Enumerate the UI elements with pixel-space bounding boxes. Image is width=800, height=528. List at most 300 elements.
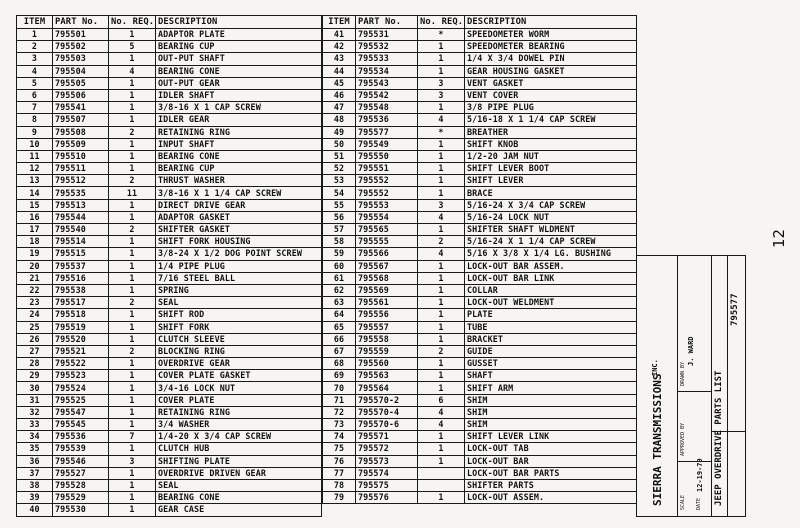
approved-by-label: APPROVED BY [680,422,686,456]
table-row [17,455,322,467]
item-number: 58 [323,236,356,248]
table-row [17,479,322,491]
item-number: 52 [323,163,356,175]
date-value: 12-19-79 [696,458,704,492]
item-number: 67 [323,345,356,357]
table-row [17,150,322,162]
item-number: 28 [17,358,53,370]
part-number: 795547 [53,406,109,418]
part-number: 795536 [53,431,109,443]
quantity: 4 [418,406,465,418]
table-row [323,89,637,101]
description: SHIFT KNOB [465,138,637,150]
table-row [323,492,637,504]
part-number: 795505 [53,77,109,89]
part-number: 795561 [356,297,418,309]
item-number: 63 [323,297,356,309]
item-number: 40 [17,504,53,516]
item-number: 33 [17,419,53,431]
item-number: 27 [17,345,53,357]
item-number: 11 [17,150,53,162]
table-row [17,138,322,150]
quantity: 1 [109,394,156,406]
table-row [17,431,322,443]
quantity: 2 [109,345,156,357]
description: RETAINING RING [156,126,322,138]
description: 1/4-20 X 3/4 CAP SCREW [156,431,322,443]
item-number: 43 [323,53,356,65]
part-number: 795504 [53,65,109,77]
item-number: 24 [17,309,53,321]
part-number: 795539 [53,443,109,455]
table-row [17,284,322,296]
part-number: 795556 [356,309,418,321]
quantity: 3 [418,199,465,211]
quantity: 1 [109,309,156,321]
part-number: 795574 [356,467,418,479]
item-number: 72 [323,406,356,418]
table-row [17,224,322,236]
description: PLATE [465,309,637,321]
quantity: 1 [418,224,465,236]
quantity: 1 [109,211,156,223]
table-row [17,443,322,455]
part-number: 795530 [53,504,109,516]
quantity: 2 [418,236,465,248]
description: SHIFT LEVER LINK [465,431,637,443]
item-number: 44 [323,65,356,77]
description: SHIM [465,394,637,406]
description: 3/8-24 X 1/2 DOG POINT SCREW [156,248,322,260]
table-row [17,102,322,114]
part-number: 795509 [53,138,109,150]
description: 5/16-24 X 1 1/4 CAP SCREW [465,236,637,248]
description: SHIFT ARM [465,382,637,394]
part-number: 795570-6 [356,419,418,431]
quantity: 1 [418,163,465,175]
part-number: 795525 [53,394,109,406]
drawn-by-value: J. WARD [687,336,695,366]
quantity: 1 [109,248,156,260]
quantity: 1 [109,199,156,211]
part-number: 795543 [356,77,418,89]
description: GEAR HOUSING GASKET [465,65,637,77]
quantity: 1 [109,492,156,504]
table-row [323,467,637,479]
description: SHIFT ROD [156,309,322,321]
quantity: 1 [109,260,156,272]
description: BEARING CUP [156,163,322,175]
item-number: 6 [17,89,53,101]
table-row [17,345,322,357]
table-row [17,126,322,138]
item-number: 61 [323,272,356,284]
description: BEARING CONE [156,492,322,504]
description: SHIFTER PARTS [465,479,637,491]
quantity: 1 [109,138,156,150]
part-number: 795516 [53,272,109,284]
part-number: 795519 [53,321,109,333]
table-row [17,260,322,272]
table-row [17,248,322,260]
item-number: 9 [17,126,53,138]
quantity: 1 [418,443,465,455]
table-row [323,321,637,333]
item-number: 47 [323,102,356,114]
item-number: 59 [323,248,356,260]
table-row [323,150,637,162]
table-row [323,260,637,272]
quantity [418,467,465,479]
table-row [17,163,322,175]
part-number: 795564 [356,382,418,394]
part-number: 795573 [356,455,418,467]
item-number: 19 [17,248,53,260]
quantity: 2 [109,175,156,187]
quantity: * [418,126,465,138]
quantity: 1 [109,467,156,479]
description: IDLER GEAR [156,114,322,126]
table-row [17,382,322,394]
table-row [17,236,322,248]
part-number: 795549 [356,138,418,150]
item-number: 7 [17,102,53,114]
table-row [323,479,637,491]
table-row [17,504,322,516]
quantity: 1 [418,309,465,321]
quantity: 1 [418,321,465,333]
description: 3/8-16 X 1 1/4 CAP SCREW [156,187,322,199]
description: 5/16-24 LOCK NUT [465,211,637,223]
table-row [323,236,637,248]
part-number: 795510 [53,150,109,162]
part-number: 795570-4 [356,406,418,418]
table-row [17,309,322,321]
table-row [323,102,637,114]
part-number: 795570-2 [356,394,418,406]
part-number: 795548 [356,102,418,114]
part-number: 795538 [53,284,109,296]
item-number: 41 [323,29,356,41]
table-row [323,175,637,187]
table-row [17,492,322,504]
item-number: 51 [323,150,356,162]
drawing-number: 795577 [730,293,740,326]
table-row [323,345,637,357]
description: 1/4 PIPE PLUG [156,260,322,272]
part-number: 795533 [356,53,418,65]
part-number: 795550 [356,150,418,162]
quantity: 4 [418,114,465,126]
description: BREATHER [465,126,637,138]
description: GUSSET [465,358,637,370]
part-number: 795518 [53,309,109,321]
quantity: 1 [418,272,465,284]
part-number: 795566 [356,248,418,260]
table-row [323,284,637,296]
quantity: 1 [418,358,465,370]
item-number: 69 [323,370,356,382]
description: ADAPTOR GASKET [156,211,322,223]
table-row [323,29,637,41]
part-number: 795552 [356,187,418,199]
item-number: 78 [323,479,356,491]
description: BEARING CUP [156,41,322,53]
quantity: 5 [109,41,156,53]
table-row [17,406,322,418]
table-row [323,41,637,53]
parts-table-left [16,15,322,517]
table-row [323,114,637,126]
part-number: 795535 [53,187,109,199]
quantity: 1 [109,272,156,284]
company-suffix: INC. [651,359,659,376]
part-number: 795520 [53,333,109,345]
table-row [17,211,322,223]
part-number: 795557 [356,321,418,333]
quantity: 1 [418,175,465,187]
quantity: 1 [418,431,465,443]
quantity: 1 [418,187,465,199]
description: SHIFTER SHAFT WLDMENT [465,224,637,236]
description: SPRING [156,284,322,296]
item-number: 23 [17,297,53,309]
item-number: 77 [323,467,356,479]
item-number: 22 [17,284,53,296]
item-number: 32 [17,406,53,418]
part-number: 795560 [356,358,418,370]
table-row [323,126,637,138]
table-row [323,65,637,77]
description: SHAFT [465,370,637,382]
table-row [17,394,322,406]
description: ADAPTOR PLATE [156,29,322,41]
description: LOCK-OUT BAR LINK [465,272,637,284]
quantity: 1 [418,382,465,394]
item-number: 74 [323,431,356,443]
description: SEAL [156,297,322,309]
item-number: 54 [323,187,356,199]
quantity: 1 [109,479,156,491]
description: 5/16 X 3/8 X 1/4 LG. BUSHING [465,248,637,260]
part-number: 795568 [356,272,418,284]
item-number: 36 [17,455,53,467]
table-row [323,431,637,443]
part-number: 795542 [356,89,418,101]
quantity: 1 [109,102,156,114]
table-row [323,248,637,260]
quantity: 11 [109,187,156,199]
item-number: 75 [323,443,356,455]
quantity: 1 [109,370,156,382]
part-number: 795511 [53,163,109,175]
header-item: ITEM [323,16,356,29]
description: 5/16-18 X 1 1/4 CAP SCREW [465,114,637,126]
description: 3/4-16 LOCK NUT [156,382,322,394]
description: SHIFTING PLATE [156,455,322,467]
quantity: 1 [109,333,156,345]
description: GEAR CASE [156,504,322,516]
table-row [323,370,637,382]
table-row [17,187,322,199]
item-number: 79 [323,492,356,504]
item-number: 20 [17,260,53,272]
table-row [323,443,637,455]
description: 3/8 PIPE PLUG [465,102,637,114]
table-row [17,321,322,333]
description: THRUST WASHER [156,175,322,187]
part-number: 795523 [53,370,109,382]
part-number: 795521 [53,345,109,357]
part-number: 795503 [53,53,109,65]
quantity: 1 [109,77,156,89]
description: INPUT SHAFT [156,138,322,150]
part-number: 795553 [356,199,418,211]
quantity: 4 [418,211,465,223]
table-row [17,297,322,309]
description: 7/16 STEEL BALL [156,272,322,284]
quantity: 1 [418,297,465,309]
description: OVERDRIVE DRIVEN GEAR [156,467,322,479]
description: GUIDE [465,345,637,357]
quantity: 1 [418,370,465,382]
quantity: 1 [109,419,156,431]
table-row [17,272,322,284]
company-name: SIERRA TRANSMISSIONS [651,373,664,506]
part-number: 795517 [53,297,109,309]
item-number: 49 [323,126,356,138]
part-number: 795567 [356,260,418,272]
item-number: 60 [323,260,356,272]
description: LOCK-OUT WELDMENT [465,297,637,309]
description: DIRECT DRIVE GEAR [156,199,322,211]
quantity: 1 [418,455,465,467]
table-row [17,467,322,479]
part-number: 795534 [356,65,418,77]
part-number: 795558 [356,333,418,345]
part-number: 795501 [53,29,109,41]
quantity: 2 [109,224,156,236]
table-row [323,394,637,406]
description: OVERDRIVE GEAR [156,358,322,370]
item-number: 31 [17,394,53,406]
part-number: 795531 [356,29,418,41]
quantity: 1 [109,114,156,126]
part-number: 795522 [53,358,109,370]
table-row [323,297,637,309]
quantity: 1 [109,504,156,516]
quantity: 1 [109,89,156,101]
part-number: 795555 [356,236,418,248]
table-row [17,114,322,126]
part-number: 795532 [356,41,418,53]
description: OUT-PUT SHAFT [156,53,322,65]
part-number: 795551 [356,163,418,175]
item-number: 76 [323,455,356,467]
description: LOCK-OUT BAR PARTS [465,467,637,479]
quantity: 1 [418,138,465,150]
item-number: 73 [323,419,356,431]
description: TUBE [465,321,637,333]
item-number: 26 [17,333,53,345]
description: 1/2-20 JAM NUT [465,150,637,162]
quantity: 1 [109,53,156,65]
part-number: 795572 [356,443,418,455]
quantity: 1 [109,236,156,248]
table-row [17,41,322,53]
item-number: 3 [17,53,53,65]
quantity: 2 [109,297,156,309]
table-row [17,370,322,382]
table-row [323,309,637,321]
parts-table-right [322,15,637,504]
item-number: 48 [323,114,356,126]
table-row [323,77,637,89]
table-row [17,89,322,101]
item-number: 30 [17,382,53,394]
part-number: 795515 [53,248,109,260]
quantity: 1 [109,358,156,370]
item-number: 34 [17,431,53,443]
description: LOCK-OUT BAR ASSEM. [465,260,637,272]
item-number: 71 [323,394,356,406]
item-number: 39 [17,492,53,504]
table-row [17,199,322,211]
description: BLOCKING RING [156,345,322,357]
header-part-no: PART No. [53,16,109,29]
description: LOCK-OUT BAR [465,455,637,467]
description: COVER PLATE [156,394,322,406]
part-number: 795546 [53,455,109,467]
header-part-no: PART No. [356,16,418,29]
description: 5/16-24 X 3/4 CAP SCREW [465,199,637,211]
description: BRACE [465,187,637,199]
part-number: 795506 [53,89,109,101]
quantity: 1 [109,321,156,333]
table-row [17,53,322,65]
quantity: 1 [418,492,465,504]
title-block [636,255,746,517]
quantity: 1 [418,260,465,272]
description: SHIFTER GASKET [156,224,322,236]
table-row [17,419,322,431]
quantity: 3 [418,77,465,89]
scale-label: SCALE [680,494,686,510]
header-description: DESCRIPTION [156,16,322,29]
description: SPEEDOMETER BEARING [465,41,637,53]
item-number: 16 [17,211,53,223]
description: BRACKET [465,333,637,345]
part-number: 795529 [53,492,109,504]
quantity [418,479,465,491]
quantity: 1 [418,150,465,162]
date-label: DATE [696,497,702,510]
description: RETAINING RING [156,406,322,418]
item-number: 64 [323,309,356,321]
quantity: 1 [109,163,156,175]
part-number: 795536 [356,114,418,126]
part-number: 795514 [53,236,109,248]
description: BEARING CONE [156,65,322,77]
item-number: 62 [323,284,356,296]
item-number: 12 [17,163,53,175]
quantity: 2 [418,345,465,357]
quantity: 1 [418,53,465,65]
part-number: 795528 [53,479,109,491]
description: BEARING CONE [156,150,322,162]
description: CLUTCH HUB [156,443,322,455]
table-row [17,175,322,187]
